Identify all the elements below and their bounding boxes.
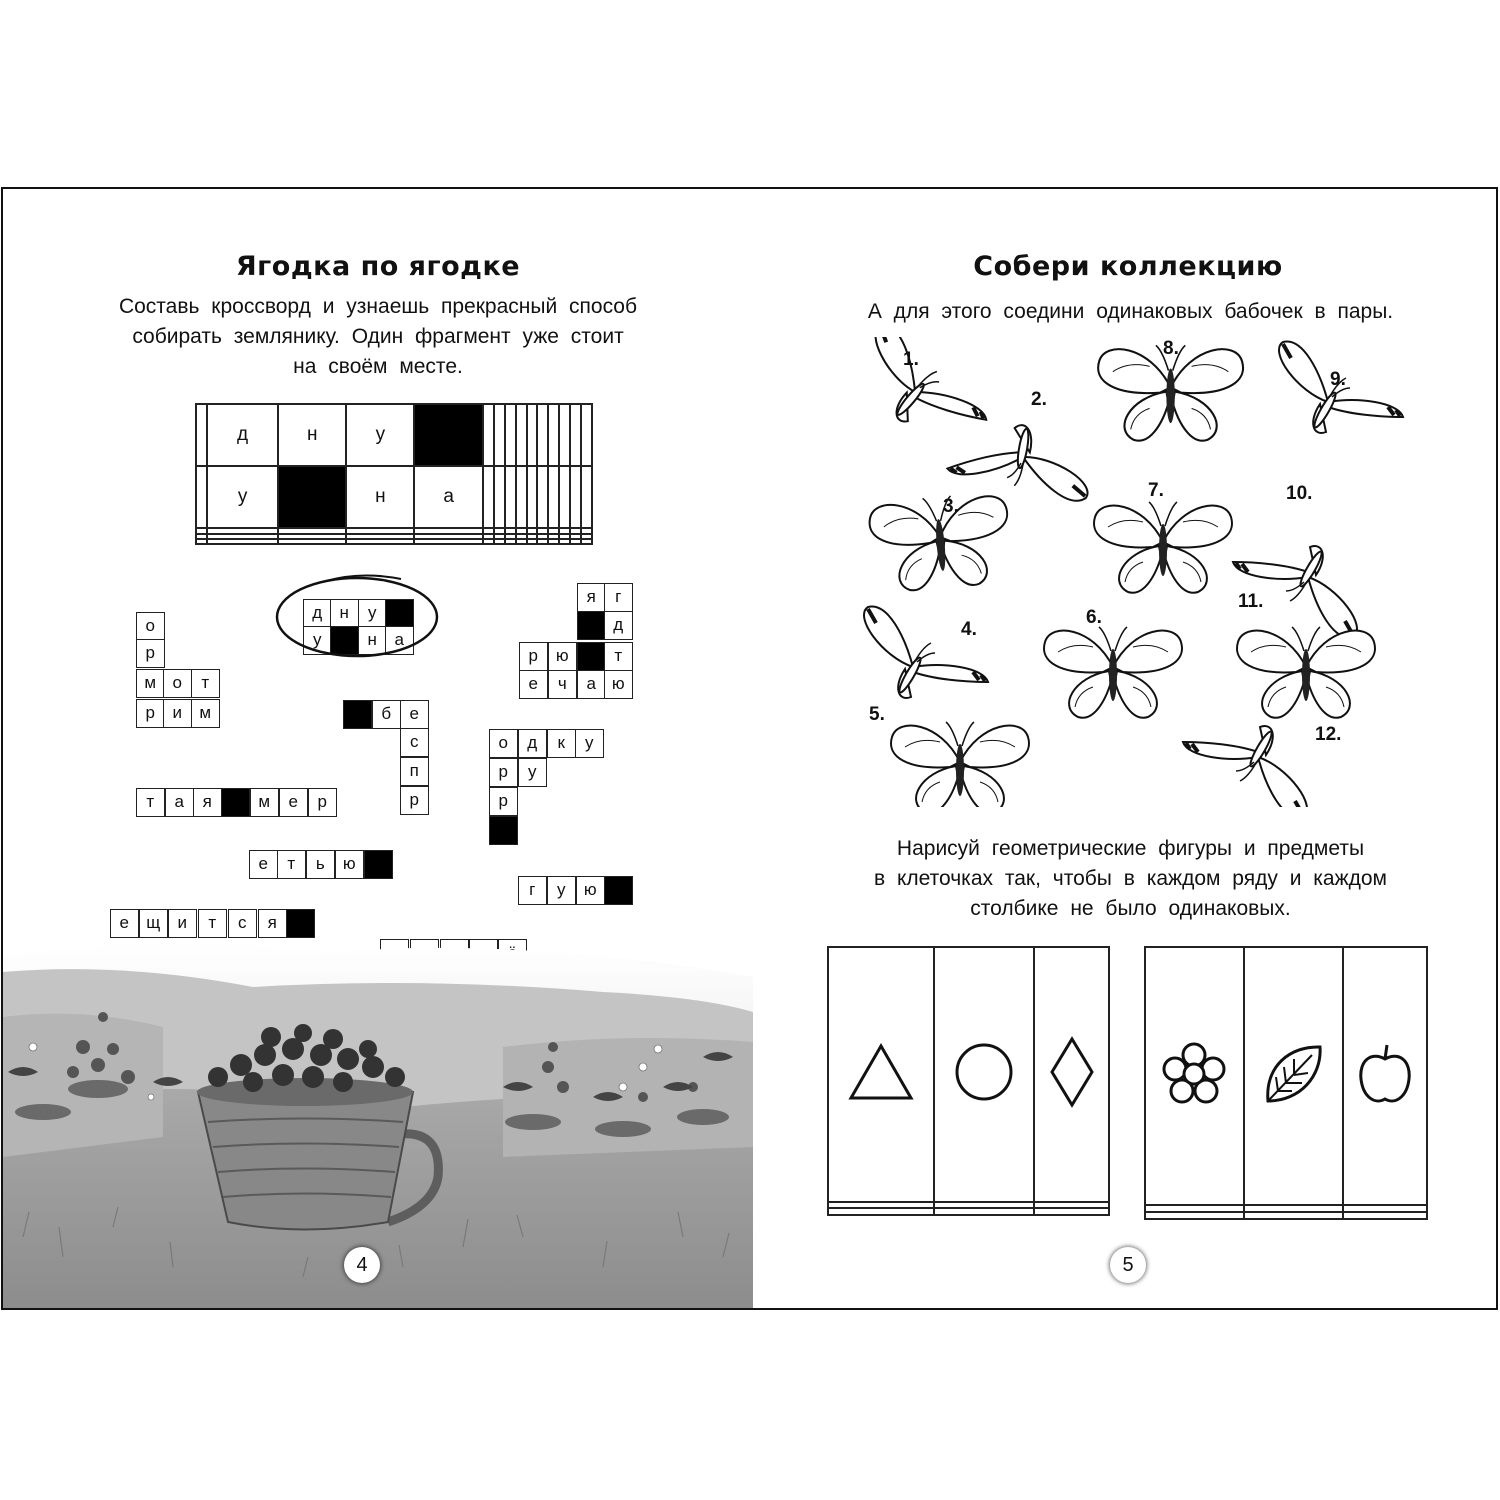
right-intro: А для этого соедини одинаковых бабочек в пары. bbox=[867, 300, 1394, 323]
left-intro-line-2: собирать землянику. Один фрагмент уже стоит bbox=[132, 325, 624, 348]
fragment-cell: я bbox=[193, 788, 222, 817]
fragment-cell: н bbox=[330, 599, 359, 628]
fragment-cell: у bbox=[575, 729, 604, 758]
fragment-cell: ю bbox=[335, 850, 364, 879]
grid-cell[interactable] bbox=[505, 539, 516, 544]
grid-cell[interactable] bbox=[527, 404, 538, 466]
fragment-cell: м bbox=[136, 669, 165, 698]
butterfly-label: 5. bbox=[869, 704, 885, 725]
grid-cell[interactable] bbox=[483, 539, 494, 544]
fragment-cell: р bbox=[489, 758, 518, 787]
fragment-cell: р bbox=[136, 639, 165, 668]
grid-cell[interactable]: у bbox=[346, 404, 414, 466]
grid-cell[interactable] bbox=[537, 466, 548, 528]
grid-cell[interactable] bbox=[494, 404, 505, 466]
grid-b-cell-3 bbox=[1343, 947, 1427, 1205]
grid-cell[interactable] bbox=[516, 404, 527, 466]
grid-cell[interactable]: н bbox=[278, 404, 346, 466]
right-page-title: Собери коллекцию bbox=[973, 251, 1283, 282]
grid-cell[interactable] bbox=[494, 539, 505, 544]
fragment-circle-icon bbox=[271, 569, 446, 659]
fragment-cell: щ bbox=[139, 909, 168, 938]
butterfly-label: 6. bbox=[1086, 607, 1102, 628]
fragment-cell: я bbox=[258, 909, 287, 938]
fragment-cell: т bbox=[191, 669, 220, 698]
grid-cell[interactable] bbox=[196, 466, 207, 528]
fragment-cell: т bbox=[136, 788, 165, 817]
task2-line-1: Нарисуй геометрические фигуры и предметы bbox=[896, 837, 1365, 860]
butterfly-label: 8. bbox=[1163, 338, 1179, 359]
grid-a-cell-8[interactable] bbox=[934, 1208, 1034, 1215]
task2-line-3: столбике не было одинаковых. bbox=[970, 897, 1291, 920]
fragment-cell: г bbox=[518, 876, 547, 905]
grid-cell[interactable] bbox=[516, 539, 527, 544]
fragment-cell bbox=[577, 642, 606, 671]
grid-cell[interactable] bbox=[581, 539, 592, 544]
leaf-icon bbox=[1260, 1041, 1326, 1107]
fragment-cell: с bbox=[400, 728, 429, 757]
fragment-cell: о bbox=[163, 669, 192, 698]
strawberry-meadow-illustration bbox=[3, 937, 753, 1310]
fragment-cell: о bbox=[136, 612, 165, 641]
grid-cell[interactable] bbox=[196, 539, 207, 544]
fragment-cell: н bbox=[358, 626, 387, 655]
fragment-cell bbox=[489, 816, 518, 845]
fragment-cell: а bbox=[385, 626, 414, 655]
grid-b-cell-2 bbox=[1244, 947, 1343, 1205]
fragment-cell: м bbox=[191, 699, 220, 728]
grid-cell[interactable] bbox=[196, 404, 207, 466]
fragment-cell: ю bbox=[548, 642, 577, 671]
grid-cell[interactable]: у bbox=[207, 466, 278, 528]
grid-cell[interactable] bbox=[570, 539, 581, 544]
fragment-cell bbox=[604, 876, 633, 905]
fragment-cell: о bbox=[489, 729, 518, 758]
grid-cell[interactable] bbox=[581, 404, 592, 466]
grid-b-cell-4[interactable] bbox=[1145, 1205, 1244, 1212]
grid-cell[interactable] bbox=[559, 466, 570, 528]
fragment-cell: а bbox=[577, 670, 606, 699]
fragment-cell: у bbox=[358, 599, 387, 628]
fragment-cell: у bbox=[518, 758, 547, 787]
grid-cell[interactable] bbox=[548, 466, 559, 528]
grid-b-cell-6[interactable] bbox=[1343, 1205, 1427, 1212]
grid-a-cell-2 bbox=[934, 947, 1034, 1202]
fragment-cell: к bbox=[547, 729, 576, 758]
fragment-cell: ю bbox=[604, 670, 633, 699]
fragment-cell bbox=[221, 788, 250, 817]
shape-grid-a bbox=[827, 946, 1110, 1216]
grid-cell[interactable] bbox=[483, 404, 494, 466]
fragment-cell: г bbox=[604, 583, 633, 612]
butterfly-label: 11. bbox=[1238, 591, 1264, 612]
task2-line-2: в клеточках так, чтобы в каждом ряду и каждом bbox=[873, 867, 1387, 890]
grid-cell[interactable] bbox=[207, 539, 278, 544]
fragment-cell: р bbox=[136, 699, 165, 728]
grid-cell[interactable] bbox=[570, 466, 581, 528]
grid-cell[interactable] bbox=[278, 466, 346, 528]
butterfly-label: 2. bbox=[1031, 389, 1047, 410]
grid-b-cell-5[interactable] bbox=[1244, 1205, 1343, 1212]
left-intro-line-1: Составь кроссворд и узнаешь прекрасный способ bbox=[118, 295, 638, 318]
grid-cell[interactable]: а bbox=[414, 466, 483, 528]
grid-cell[interactable] bbox=[581, 466, 592, 528]
grid-cell[interactable] bbox=[414, 539, 483, 544]
fragment-cell: р bbox=[489, 787, 518, 816]
grid-cell[interactable] bbox=[548, 539, 559, 544]
fragment-cell: р bbox=[519, 642, 548, 671]
fragment-cell bbox=[286, 909, 315, 938]
fragment-cell bbox=[343, 700, 372, 729]
fragment-cell: т bbox=[604, 642, 633, 671]
grid-cell[interactable] bbox=[278, 539, 346, 544]
grid-cell[interactable] bbox=[505, 404, 516, 466]
grid-cell[interactable] bbox=[414, 404, 483, 466]
circle-icon bbox=[953, 1041, 1015, 1103]
butterfly-label: 1. bbox=[903, 349, 919, 370]
butterfly-label: 3. bbox=[943, 496, 959, 517]
task2-text bbox=[828, 834, 1433, 924]
fragment-cell: я bbox=[577, 583, 606, 612]
butterfly-label: 4. bbox=[961, 619, 977, 640]
flower-icon bbox=[1161, 1041, 1227, 1107]
crossword-grid bbox=[195, 403, 593, 545]
fragment-cell: т bbox=[277, 850, 306, 879]
butterfly-label: 10. bbox=[1286, 483, 1313, 504]
fragment-cell: с bbox=[228, 909, 257, 938]
diamond-icon bbox=[1049, 1036, 1095, 1108]
fragment-cell: у bbox=[303, 626, 332, 655]
fragment-cell: т bbox=[198, 909, 227, 938]
apple-icon bbox=[1357, 1041, 1413, 1107]
fragment-cell: е bbox=[110, 909, 139, 938]
grid-cell[interactable] bbox=[548, 404, 559, 466]
grid-b-cell-1 bbox=[1145, 947, 1244, 1205]
grid-b-cell-7[interactable] bbox=[1145, 1212, 1244, 1219]
grid-cell[interactable] bbox=[537, 404, 548, 466]
fragment-cell: и bbox=[168, 909, 197, 938]
shape-grid-b bbox=[1144, 946, 1428, 1220]
left-intro-line-3: на своём месте. bbox=[293, 355, 463, 378]
page-number-right: 5 bbox=[1110, 1247, 1146, 1283]
fragment-cell: е bbox=[519, 670, 548, 699]
fragment-cell: е bbox=[279, 788, 308, 817]
grid-a-cell-3 bbox=[1034, 947, 1109, 1202]
grid-cell[interactable]: н bbox=[346, 466, 414, 528]
page-number-left: 4 bbox=[344, 1247, 380, 1283]
grid-cell[interactable]: д bbox=[207, 404, 278, 466]
fragment-cell bbox=[577, 611, 606, 640]
fragment-cell: д bbox=[518, 729, 547, 758]
grid-a-cell-1 bbox=[828, 947, 934, 1202]
fragment-cell: д bbox=[604, 611, 633, 640]
butterfly-label: 12. bbox=[1315, 724, 1342, 745]
fragment-cell: д bbox=[303, 599, 332, 628]
fragment-cell: п bbox=[400, 757, 429, 786]
grid-b-cell-9[interactable] bbox=[1343, 1212, 1427, 1219]
triangle-icon bbox=[848, 1042, 914, 1102]
grid-cell[interactable] bbox=[559, 539, 570, 544]
grid-cell[interactable] bbox=[516, 466, 527, 528]
grid-a-cell-9[interactable] bbox=[1034, 1208, 1109, 1215]
fragment-cell: м bbox=[250, 788, 279, 817]
grid-cell[interactable] bbox=[559, 404, 570, 466]
fragment-cell: р bbox=[308, 788, 337, 817]
grid-cell[interactable] bbox=[494, 466, 505, 528]
grid-cell[interactable] bbox=[527, 466, 538, 528]
fragment-cell: е bbox=[400, 700, 429, 729]
fragment-cell: б bbox=[372, 700, 401, 729]
book-spread bbox=[1, 187, 1498, 1310]
fragment-cell: ч bbox=[548, 670, 577, 699]
fragment-cell: у bbox=[547, 876, 576, 905]
butterfly-label: 7. bbox=[1148, 480, 1164, 501]
grid-cell[interactable] bbox=[483, 466, 494, 528]
butterfly-label: 9. bbox=[1330, 369, 1346, 390]
grid-cell[interactable] bbox=[346, 539, 414, 544]
fragment-cell: а bbox=[165, 788, 194, 817]
left-intro bbox=[63, 292, 693, 382]
grid-cell[interactable] bbox=[505, 466, 516, 528]
fragment-cell: и bbox=[163, 699, 192, 728]
grid-b-cell-8[interactable] bbox=[1244, 1212, 1343, 1219]
grid-cell[interactable] bbox=[527, 539, 538, 544]
fragment-cell: р bbox=[400, 786, 429, 815]
grid-cell[interactable] bbox=[570, 404, 581, 466]
fragment-cell bbox=[364, 850, 393, 879]
grid-cell[interactable] bbox=[537, 539, 548, 544]
left-page-title: Ягодка по ягодке bbox=[235, 251, 521, 282]
grid-a-cell-7[interactable] bbox=[828, 1208, 934, 1215]
fragment-cell: ь bbox=[306, 850, 335, 879]
fragment-cell: ю bbox=[576, 876, 605, 905]
fragment-cell: е bbox=[249, 850, 278, 879]
